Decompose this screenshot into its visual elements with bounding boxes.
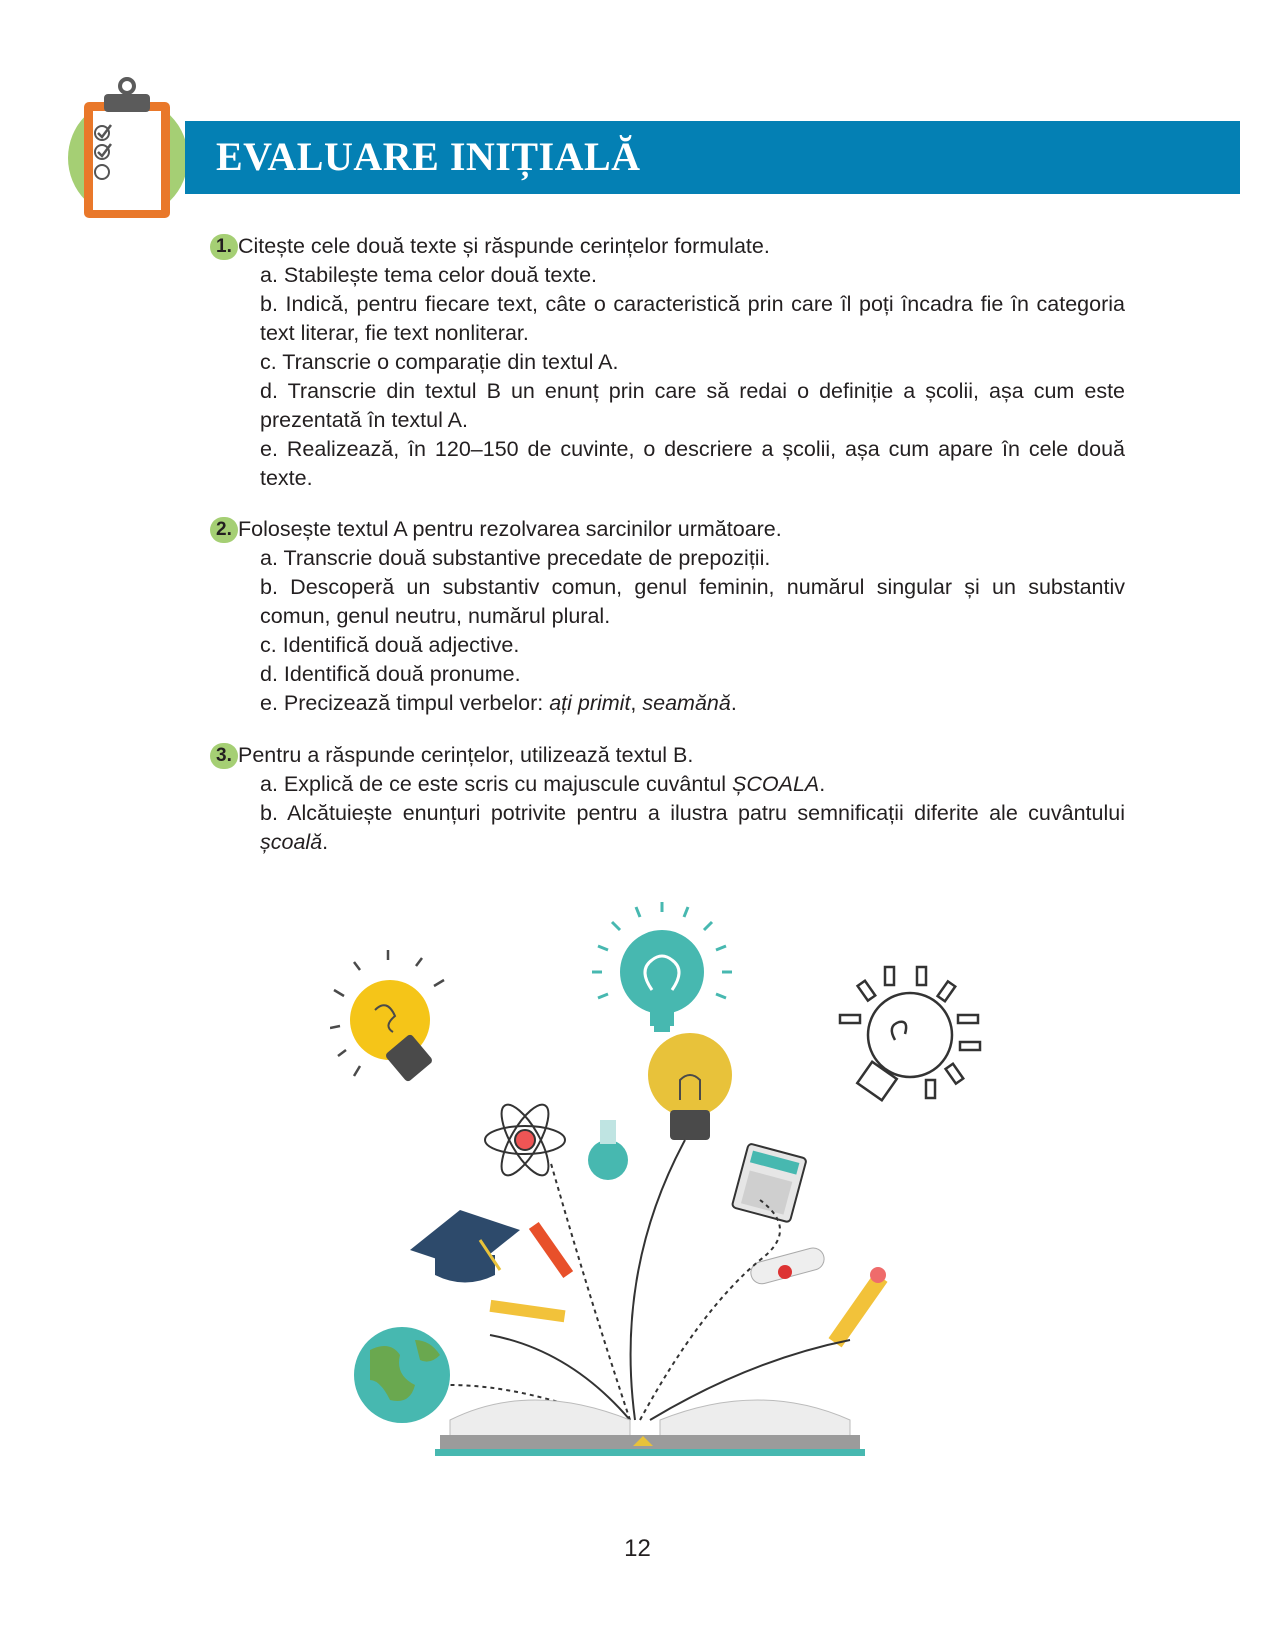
exercise-heading (210, 515, 1125, 544)
red-pencil-icon (529, 1222, 573, 1278)
exercise-heading (210, 741, 1125, 770)
exercise-item: b. Indică, pentru fiecare text, câte o caracteristică prin care îl poți încadra fie în categoria text literar, fie text nonliterar. (260, 292, 1125, 345)
exercise-number-badge: 3. (210, 743, 238, 769)
exercise-item: c. Identifică două adjective. (260, 633, 520, 657)
exercise-prompt: Pentru a răspunde cerințelor, utilizează textul B. (238, 743, 694, 767)
exercise-2 (210, 515, 1125, 718)
clipboard-checklist-icon (66, 76, 198, 226)
exercise-item: a. Transcrie două substantive precedate de prepoziții. (260, 546, 771, 570)
item-text: . (819, 772, 826, 796)
idea-lightbulb-icon (648, 1033, 732, 1140)
exercise-item: c. Transcrie o comparație din textul A. (260, 350, 619, 374)
education-illustration (330, 900, 1030, 1510)
exercise-item: a. Stabilește tema celor două texte. (260, 263, 598, 287)
exercise-item: d. Transcrie din textul B un enunț prin care să redai o definiție a școlii, așa cum este prezentată în textul A. (260, 379, 1125, 432)
item-text: a. Explică de ce este scris cu majuscule cuvântul (260, 772, 733, 796)
page-number: 12 (624, 1535, 651, 1562)
italic-term: seamănă (642, 691, 731, 715)
outline-lightbulb-icon (840, 967, 980, 1100)
ruler-icon (490, 1300, 566, 1322)
open-book-icon (435, 1400, 865, 1456)
item-text: b. Alcătuiește enunțuri potrivite pentru a ilustra patru semnificații diferite ale cuvântului (260, 801, 1125, 825)
exercise-item (260, 799, 1125, 857)
exercise-prompt: Citește cele două texte și răspunde cerințelor formulate. (238, 234, 770, 258)
exercise-number-badge: 1. (210, 234, 238, 260)
exercise-item: d. Identifică două pronume. (260, 662, 521, 686)
flask-icon (588, 1120, 628, 1180)
exercise-number-badge: 2. (210, 517, 238, 543)
exercise-item (260, 689, 1125, 718)
page-title: EVALUARE INIȚIALĂ (216, 134, 641, 179)
yellow-lightbulb-icon (330, 950, 444, 1083)
yellow-pencil-icon (829, 1267, 888, 1347)
exercise-3 (210, 741, 1125, 857)
italic-term: ȘCOALA (732, 772, 820, 796)
italic-term: ați primit (549, 691, 631, 715)
teal-lightbulb-icon (592, 902, 732, 1032)
exercise-item (260, 770, 1125, 799)
graduation-cap-icon (410, 1210, 520, 1283)
item-text: . (322, 830, 329, 854)
globe-icon (354, 1327, 450, 1423)
exercise-heading (210, 232, 1125, 261)
diploma-scroll-icon (748, 1246, 826, 1287)
italic-term: școală (260, 830, 323, 854)
exercise-item: e. Realizează, în 120–150 de cuvinte, o descriere a școlii, așa cum apare în cele două texte. (260, 437, 1125, 490)
item-text: e. Precizează timpul verbelor: (260, 691, 550, 715)
exercise-prompt: Folosește textul A pentru rezolvarea sarcinilor următoare. (238, 517, 782, 541)
exercise-1 (210, 232, 1125, 493)
item-text: . (730, 691, 737, 715)
atom-icon (485, 1098, 565, 1181)
item-text: , (630, 691, 643, 715)
calculator-icon (732, 1143, 807, 1222)
exercise-item: b. Descoperă un substantiv comun, genul feminin, numărul singular și un substantiv comun, genul neutru, numărul plural. (260, 575, 1125, 628)
